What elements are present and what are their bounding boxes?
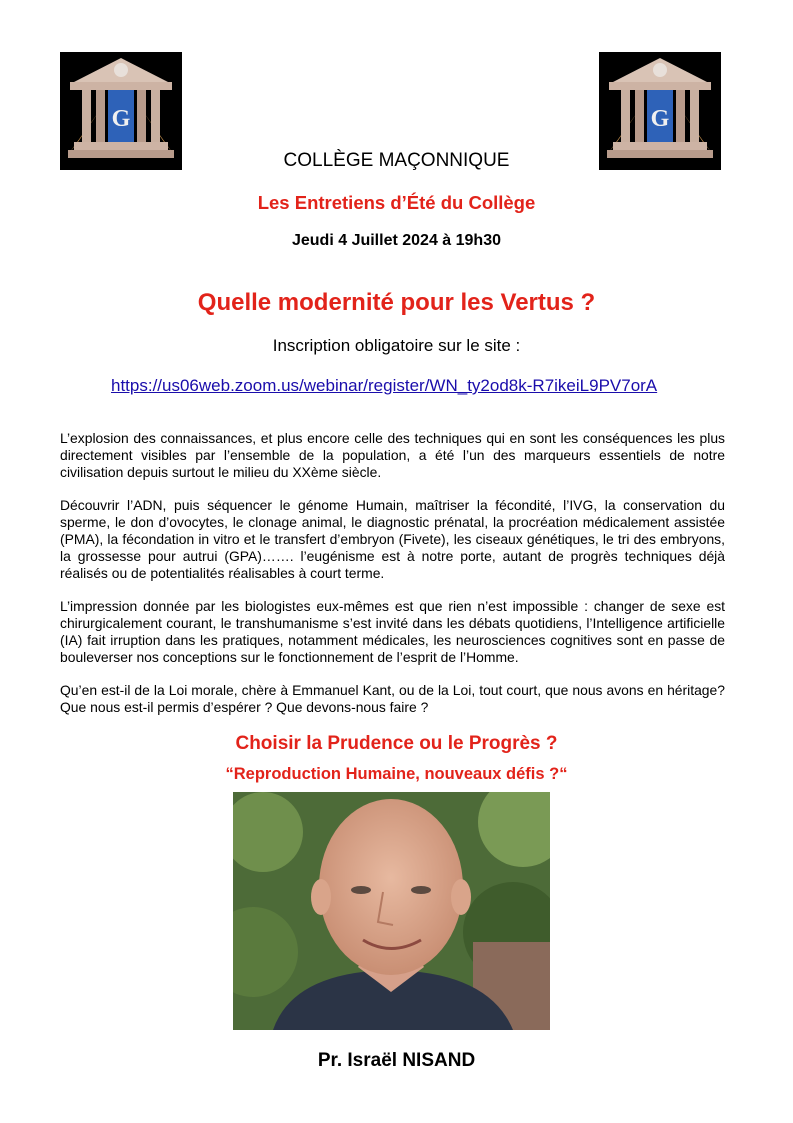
talk-question: Choisir la Prudence ou le Progrès ?	[235, 733, 558, 754]
body-paragraph: L’explosion des connaissances, et plus encore celle des techniques qui en sont les conséquences les plus directement visibles par l’ensemble de la population, a été l’un des marqueurs essentiels de notre civilisation depuis surtout le milieu du XXème siècle.	[60, 430, 725, 480]
svg-text:G: G	[650, 106, 670, 132]
registration-link[interactable]: https://us06web.zoom.us/webinar/register/WN_ty2od8k-R7ikeiL9PV7orA	[111, 376, 658, 395]
org-name: COLLÈGE MAÇONNIQUE	[283, 150, 510, 171]
series-title: Les Entretiens d’Été du Collège	[257, 192, 536, 213]
registration-label: Inscription obligatoire sur le site :	[272, 336, 521, 355]
body-paragraph: Qu’en est-il de la Loi morale, chère à Emmanuel Kant, ou de la Loi, tout court, que nous avons en héritage? Que nous est-il permis d’espérer ? Que devons-nous faire ?	[60, 682, 725, 715]
speaker-photo	[233, 792, 550, 1030]
page-title: Quelle modernité pour les Vertus ?	[197, 289, 596, 316]
body-paragraph: L’impression donnée par les biologistes eux-mêmes est que rien n’est impossible : changer de sexe est chirurgicalement courant, le transhumanisme s’est invité dans les débats quotidiens, l’Intelligence artificielle (IA) fait irruption dans les pratiques, notamment médicales, les neurosciences cognitives sont en passe de bouleverser nos conceptions sur le fonctionnement de l’esprit de l’Homme.	[60, 598, 725, 665]
event-date: Jeudi 4 Juillet 2024 à 19h30	[291, 232, 501, 249]
speaker-name: Pr. Israël NISAND	[317, 1050, 476, 1071]
talk-title: “Reproduction Humaine, nouveaux défis ?“	[225, 765, 568, 783]
svg-text:G: G	[111, 106, 131, 132]
body-paragraph: Découvrir l’ADN, puis séquencer le génome Humain, maîtriser la fécondité, l’IVG, la conservation du sperme, le don d’ovocytes, le clonage animal, le diagnostic prénatal, la procréation médicalement assistée (PMA), la fécondation in vitro et le transfert d’embryon (Fivete), les ciseaux génétiques, le tri des embryons, la grossesse pour autrui (GPA)……. l’eugénisme est à notre porte, autant de progrès techniques déjà réalisés ou de potentialités réalisables à court terme.	[60, 497, 725, 581]
speaker-portrait-icon	[233, 792, 550, 1030]
